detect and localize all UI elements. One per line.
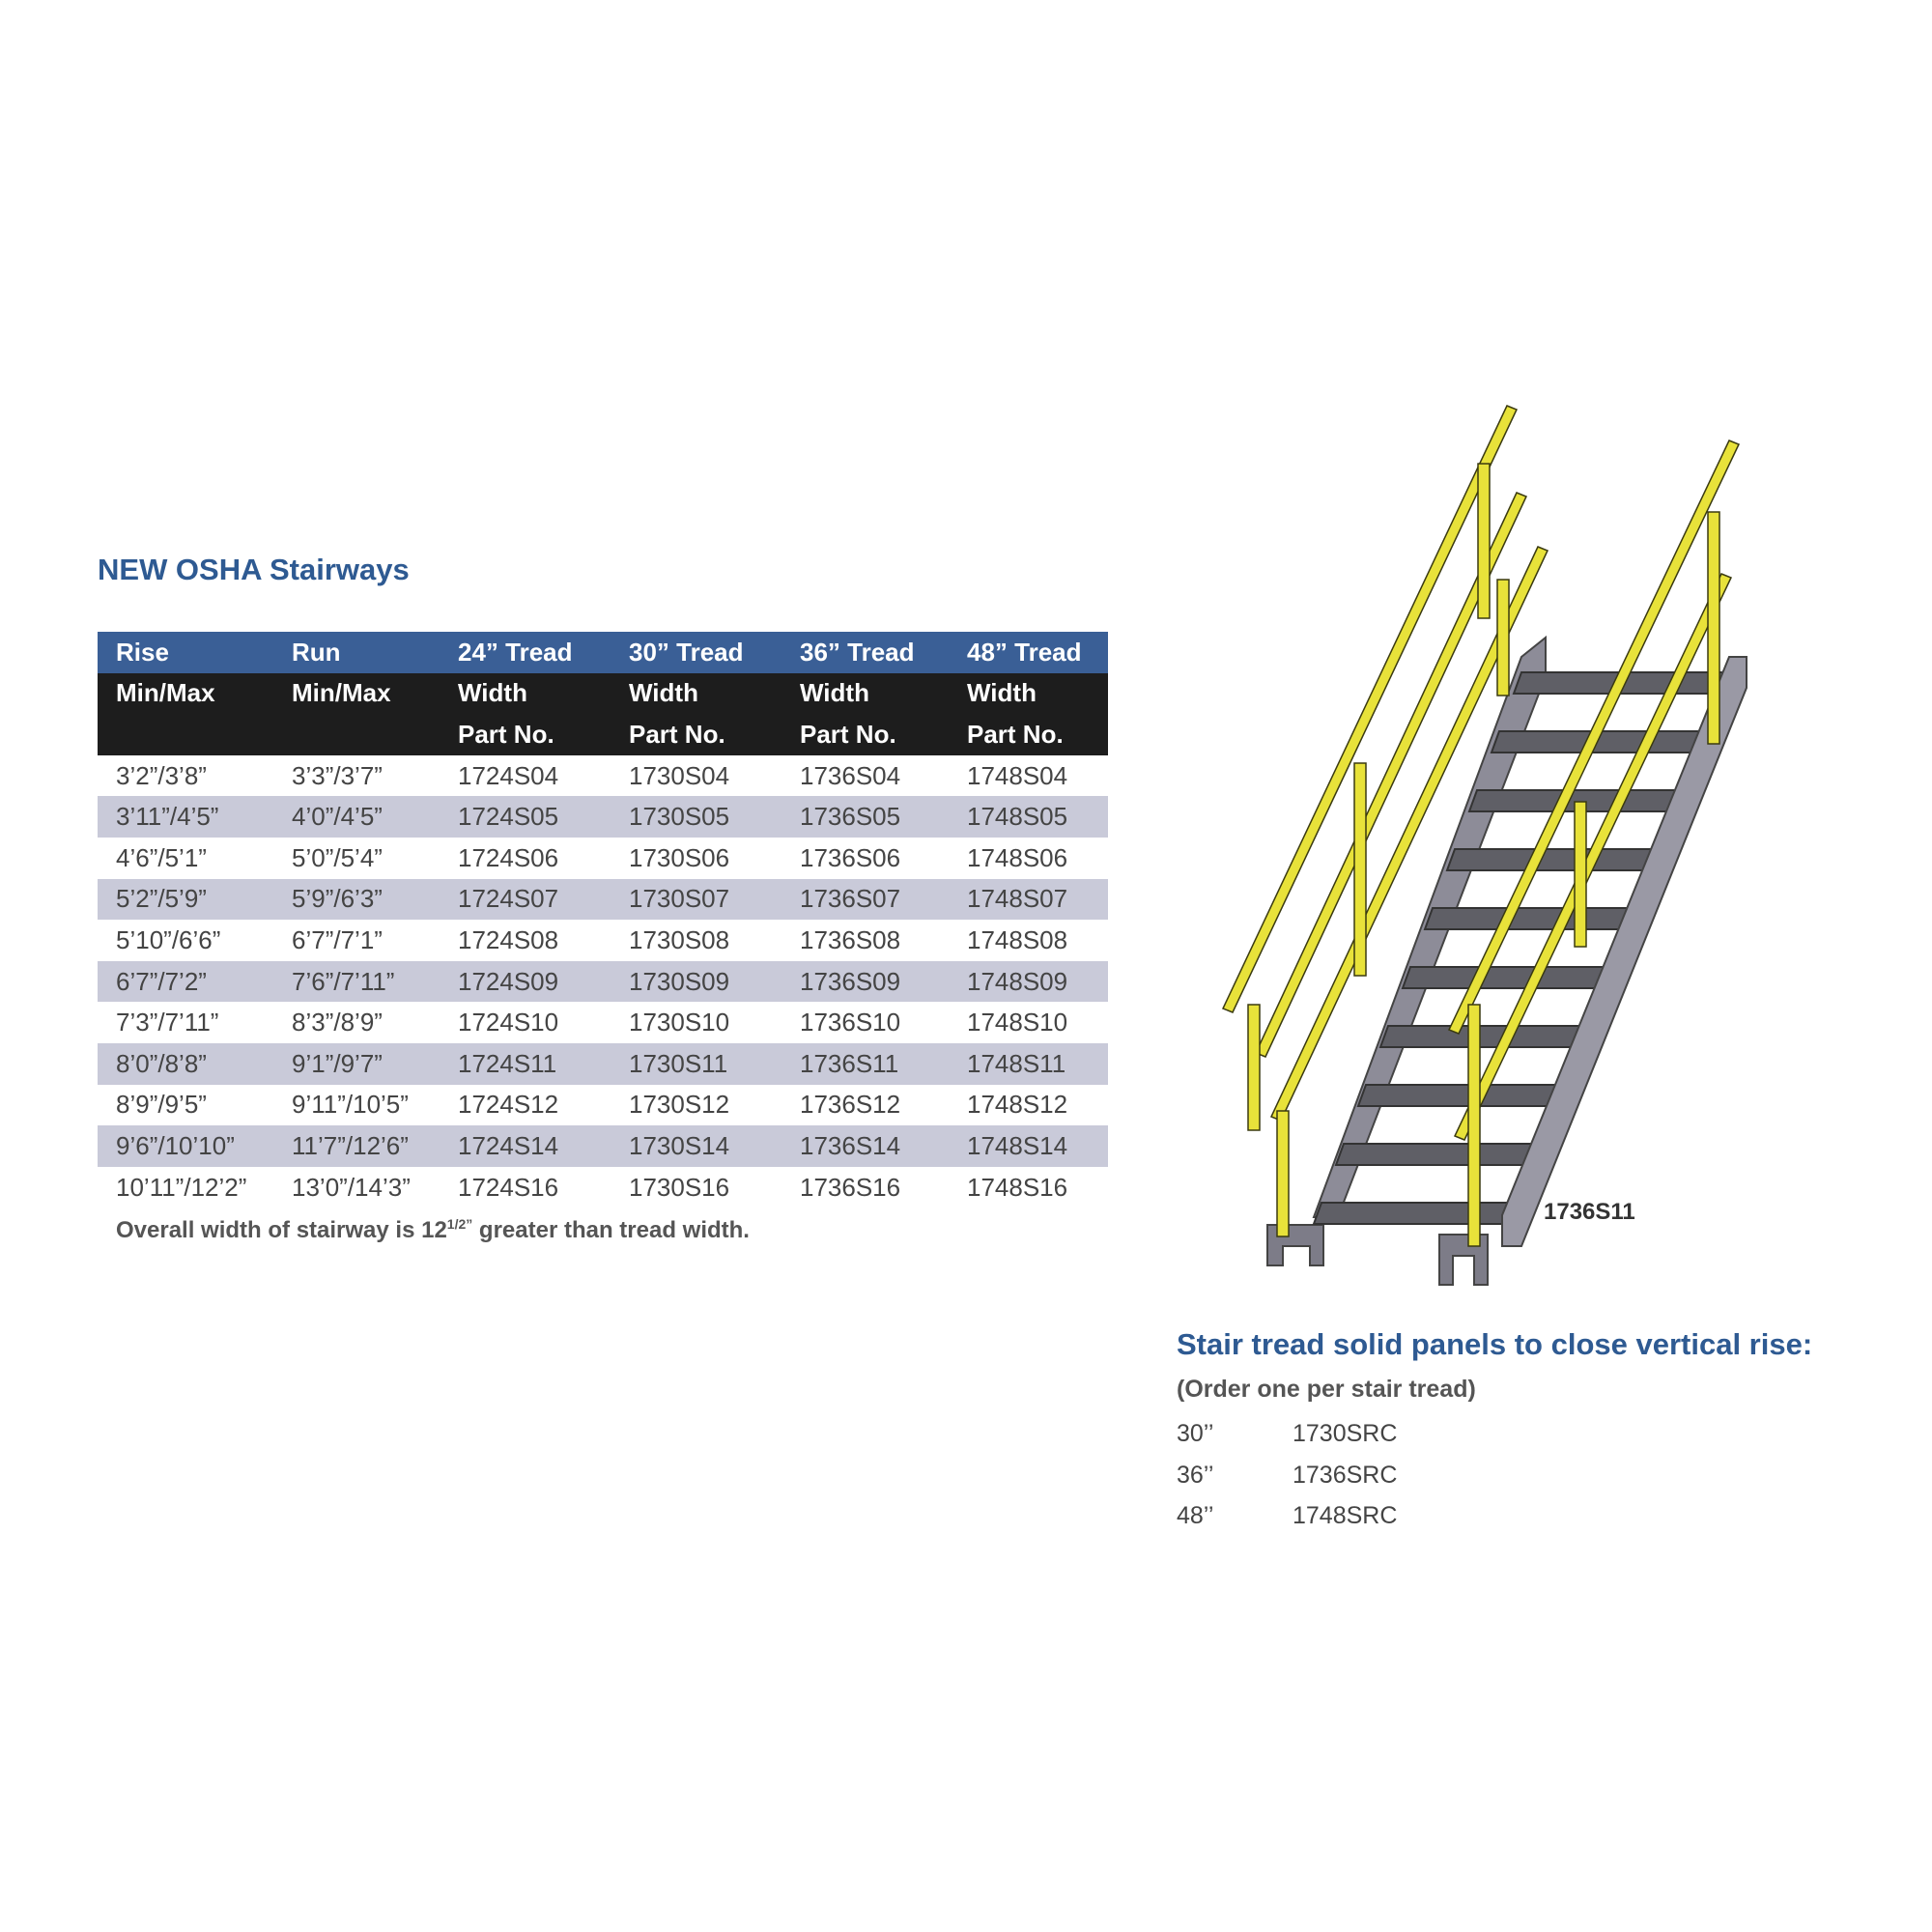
header-cell: 48” Tread — [949, 632, 1108, 673]
table-cell: 1736S04 — [800, 760, 901, 790]
table-cell: 1730S07 — [611, 879, 781, 921]
table-cell: 1730S06 — [629, 842, 730, 872]
table-cell: 9’6”/10’10” — [98, 1125, 273, 1167]
header-cell: Width — [611, 673, 781, 715]
table-row — [98, 1085, 1108, 1126]
figure-label: 1736S11 — [1544, 1199, 1635, 1225]
table-cell: 1748S05 — [949, 796, 1108, 838]
handrail-post — [1497, 580, 1509, 696]
table-cell: 5’9”/6’3” — [273, 879, 440, 921]
table-cell: 1736S08 — [800, 924, 901, 954]
header-cell: Width — [440, 673, 611, 715]
stairway-illustration — [1208, 396, 1748, 1294]
header-cell: Min/Max — [98, 673, 273, 715]
table-cell: 5’2”/5’9” — [98, 879, 273, 921]
table-cell: 1724S16 — [458, 1172, 559, 1202]
table-cell: 1736S06 — [800, 842, 901, 872]
table-cell: 1724S12 — [458, 1090, 559, 1120]
table-cell: 13’0”/14’3” — [292, 1172, 411, 1202]
list-item — [1177, 1496, 1466, 1538]
footnote-text: Overall width of stairway is 12 — [116, 1217, 447, 1243]
stairway-spec-table — [98, 632, 1108, 1208]
table-cell: 8’3”/8’9” — [292, 1008, 383, 1037]
panel-width: 48’’ — [1177, 1502, 1214, 1529]
header-cell: Part No. — [440, 714, 611, 755]
table-row — [98, 961, 1108, 1003]
table-cell: 6’7”/7’1” — [292, 924, 383, 954]
header-cell: Min/Max — [273, 673, 440, 715]
table-cell: 1736S09 — [781, 961, 949, 1003]
panels-subtitle: (Order one per stair tread) — [1177, 1376, 1476, 1403]
table-cell: 1736S05 — [781, 796, 949, 838]
header-cell: Width — [781, 673, 949, 715]
handrail-post — [1354, 763, 1366, 976]
header-cell: Rise — [98, 632, 273, 673]
table-row — [98, 1167, 1108, 1208]
list-item — [1177, 1456, 1466, 1497]
stair-tread — [1358, 1085, 1574, 1106]
table-cell: 1724S07 — [440, 879, 611, 921]
table-cell: 1736S11 — [781, 1043, 949, 1085]
table-row — [98, 755, 1108, 797]
table-row — [98, 1043, 1108, 1085]
table-cell: 1730S04 — [629, 760, 730, 790]
table-cell: 1736S07 — [781, 879, 949, 921]
table-cell: 1730S08 — [629, 924, 730, 954]
table-cell: 1730S09 — [611, 961, 781, 1003]
table-cell: 1724S11 — [440, 1043, 611, 1085]
header-row — [98, 673, 1108, 715]
table-row — [98, 879, 1108, 921]
page-title: NEW OSHA Stairways — [98, 553, 410, 586]
table-cell: 7’6”/7’11” — [273, 961, 440, 1003]
stair-tread — [1425, 908, 1640, 929]
table-cell: 11’7”/12’6” — [273, 1125, 440, 1167]
table-cell: 10’11”/12’2” — [116, 1172, 247, 1202]
table-cell: 1748S14 — [949, 1125, 1108, 1167]
stair-tread — [1314, 1203, 1529, 1224]
table-cell: 1736S14 — [781, 1125, 949, 1167]
panel-width: 36’’ — [1177, 1461, 1214, 1489]
handrail-post — [1277, 1111, 1289, 1236]
table-row — [98, 1002, 1108, 1043]
left-handrail — [1223, 406, 1548, 1236]
table-cell: 1748S10 — [967, 1008, 1068, 1037]
footnote-text-end: greater than tread width. — [472, 1217, 750, 1243]
table-cell: 3’3”/3’7” — [292, 760, 383, 790]
table-header — [98, 632, 1108, 755]
header-cell — [98, 714, 273, 755]
table-cell: 4’6”/5’1” — [116, 842, 207, 872]
table-cell: 8’9”/9’5” — [116, 1090, 207, 1120]
panels-title: Stair tread solid panels to close vertical rise: — [1177, 1327, 1813, 1361]
handrail-post — [1468, 1005, 1480, 1246]
panel-part-number: 1730SRC — [1293, 1420, 1398, 1447]
table-row — [98, 838, 1108, 879]
table-cell: 1724S09 — [440, 961, 611, 1003]
table-cell: 1736S12 — [800, 1090, 901, 1120]
table-body — [98, 755, 1108, 1208]
table-cell: 5’0”/5’4” — [292, 842, 383, 872]
table-cell: 8’0”/8’8” — [98, 1043, 273, 1085]
panel-width: 30’’ — [1177, 1420, 1214, 1447]
handrail-post — [1575, 802, 1586, 947]
table-cell: 7’3”/7’11” — [116, 1008, 219, 1037]
table-cell: 1748S07 — [949, 879, 1108, 921]
stair-tread — [1336, 1144, 1551, 1165]
header-cell: Part No. — [781, 714, 949, 755]
table-cell: 1724S10 — [458, 1008, 559, 1037]
table-cell: 4’0”/4’5” — [273, 796, 440, 838]
table-cell: 1748S11 — [949, 1043, 1108, 1085]
table-cell: 1730S14 — [611, 1125, 781, 1167]
table-cell: 1724S08 — [458, 924, 559, 954]
table-cell: 1730S16 — [629, 1172, 730, 1202]
header-cell: 36” Tread — [781, 632, 949, 673]
table-cell: 1724S04 — [458, 760, 559, 790]
list-item — [1177, 1414, 1466, 1456]
header-cell: Part No. — [949, 714, 1108, 755]
table-cell: 5’10”/6’6” — [116, 924, 221, 954]
panels-list — [1177, 1414, 1466, 1538]
table-cell: 1724S05 — [440, 796, 611, 838]
header-cell: Run — [273, 632, 440, 673]
table-cell: 1724S06 — [458, 842, 559, 872]
table-cell: 1736S10 — [800, 1008, 901, 1037]
table-cell: 1748S04 — [967, 760, 1068, 790]
table-cell: 1730S10 — [629, 1008, 730, 1037]
table-row — [98, 920, 1108, 961]
footnote — [116, 1216, 750, 1244]
stair-treads — [1314, 672, 1729, 1224]
header-cell: 24” Tread — [440, 632, 611, 673]
footnote-superscript: 1/2” — [446, 1216, 473, 1232]
stair-tread — [1380, 1026, 1596, 1047]
stair-tread — [1447, 849, 1662, 870]
table-cell: 1730S11 — [611, 1043, 781, 1085]
table-cell: 1748S16 — [967, 1172, 1068, 1202]
table-row — [98, 1125, 1108, 1167]
table-cell: 3’2”/3’8” — [116, 760, 207, 790]
header-cell: Width — [949, 673, 1108, 715]
header-row — [98, 714, 1108, 755]
table-cell: 1736S16 — [800, 1172, 901, 1202]
header-cell — [273, 714, 440, 755]
handrail-post — [1708, 512, 1719, 744]
handrail-post — [1478, 464, 1490, 618]
header-cell: 30” Tread — [611, 632, 781, 673]
stair-tread — [1403, 967, 1618, 988]
table-cell: 1748S08 — [967, 924, 1068, 954]
table-cell: 6’7”/7’2” — [98, 961, 273, 1003]
table-row — [98, 796, 1108, 838]
panel-part-number: 1748SRC — [1293, 1502, 1398, 1529]
table-cell: 1748S06 — [967, 842, 1068, 872]
table-cell: 3’11”/4’5” — [98, 796, 273, 838]
table-cell: 1730S12 — [629, 1090, 730, 1120]
table-cell: 9’11”/10’5” — [292, 1090, 409, 1120]
header-cell: Part No. — [611, 714, 781, 755]
header-row — [98, 632, 1108, 673]
table-cell: 1724S14 — [440, 1125, 611, 1167]
base-foot — [1267, 1225, 1323, 1265]
table-cell: 1748S12 — [967, 1090, 1068, 1120]
handrail-post — [1248, 1005, 1260, 1130]
table-cell: 1748S09 — [949, 961, 1108, 1003]
table-cell: 9’1”/9’7” — [273, 1043, 440, 1085]
panel-part-number: 1736SRC — [1293, 1461, 1398, 1489]
table-cell: 1730S05 — [611, 796, 781, 838]
